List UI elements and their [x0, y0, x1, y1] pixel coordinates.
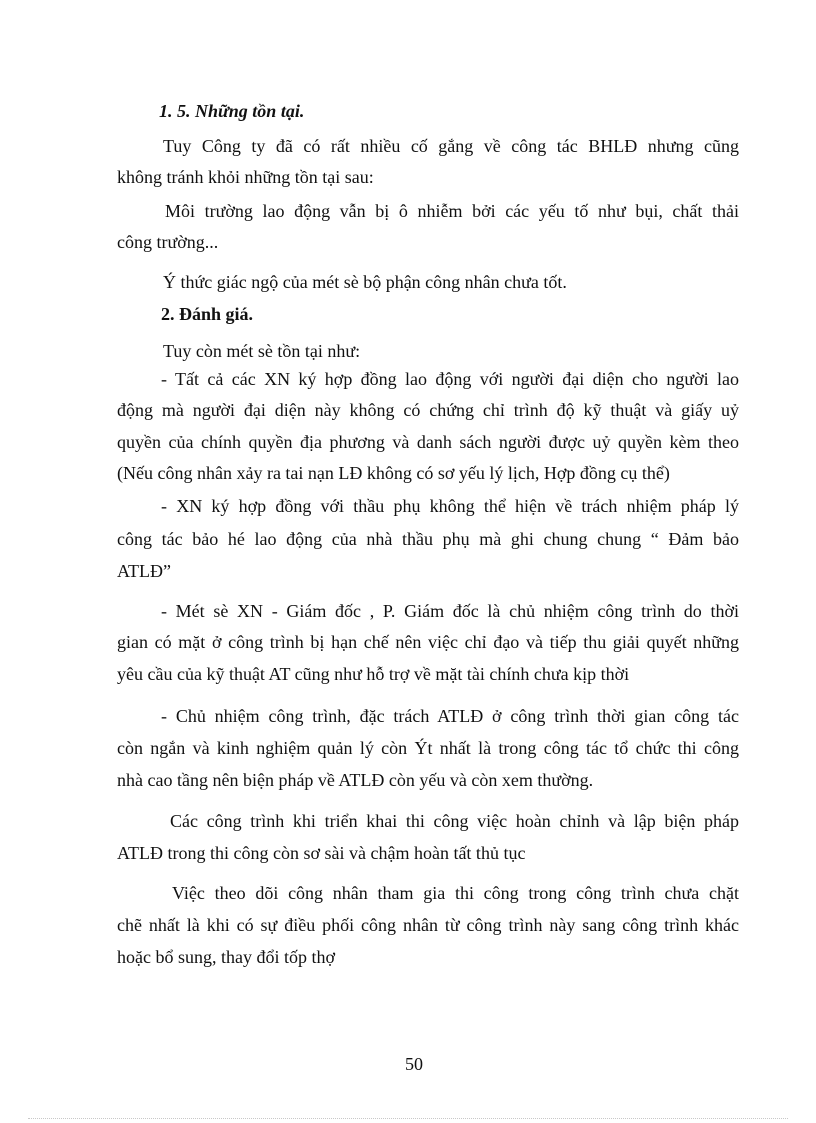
paragraph-line: gian có mặt ở công trình bị hạn chế nên việc chỉ đạo và tiếp thu giải quyết những [117, 632, 739, 652]
paragraph-line: - Tất cả các XN ký hợp đồng lao động với người đại diện cho người lao [161, 369, 739, 389]
paragraph-line: Tuy Công ty đã có rất nhiều cố gắng về công tác BHLĐ nhưng cũng [163, 136, 739, 156]
paragraph-line: (Nếu công nhân xảy ra tai nạn LĐ không có sơ yếu lý lịch, Hợp đồng cụ thể) [117, 463, 670, 483]
paragraph-line: Môi trường lao động vẫn bị ô nhiễm bởi các yếu tố như bụi, chất thải [165, 201, 739, 221]
paragraph-line: Tuy còn mét sè tồn tại như: [163, 341, 361, 361]
paragraph-line: - Mét sè XN - Giám đốc , P. Giám đốc là chủ nhiệm công trình do thời [161, 601, 739, 621]
section-heading-evaluation: 2. Đánh giá. [161, 304, 254, 324]
paragraph-line: hoặc bổ sung, thay đổi tốp thợ [117, 947, 335, 967]
paragraph-line: không tránh khỏi những tồn tại sau: [117, 167, 374, 187]
paragraph-line: quyền của chính quyền địa phương và danh sách người được uỷ quyền kèm theo [117, 432, 739, 452]
paragraph-line: chẽ nhất là khi có sự điều phối công nhân từ công trình này sang công trình khác [117, 915, 739, 935]
paragraph-line: nhà cao tầng nên biện pháp về ATLĐ còn yếu và còn xem thường. [117, 770, 594, 790]
paragraph-line: ATLĐ” [117, 561, 171, 581]
paragraph-line: công trường... [117, 232, 219, 252]
paragraph-line: công tác bảo hé lao động của nhà thầu phụ mà ghi chung chung “ Đảm bảo [117, 529, 739, 549]
page-number: 50 [405, 1054, 423, 1074]
page-bottom-divider [28, 1118, 788, 1119]
paragraph-line: ATLĐ trong thi công còn sơ sài và chậm hoàn tất thủ tục [117, 843, 526, 863]
paragraph-line: động mà người đại diện này không có chứng chỉ trình độ kỹ thuật và giấy uỷ [117, 400, 739, 420]
section-heading-existing-issues: 1. 5. Những tồn tại. [159, 101, 305, 121]
paragraph-line: Ý thức giác ngộ của mét sè bộ phận công nhân chưa tốt. [163, 272, 567, 292]
paragraph-line: - Chủ nhiệm công trình, đặc trách ATLĐ ở công trình thời gian công tác [161, 706, 739, 726]
paragraph-line: Các công trình khi triển khai thi công việc hoàn chỉnh và lập biện pháp [170, 811, 739, 831]
paragraph-line: còn ngắn và kinh nghiệm quản lý còn Ýt nhất là trong công tác tổ chức thi công [117, 738, 739, 758]
paragraph-line: - XN ký hợp đồng với thầu phụ không thể hiện về trách nhiệm pháp lý [161, 496, 739, 516]
paragraph-line: Việc theo dõi công nhân tham gia thi công trong công trình chưa chặt [172, 883, 739, 903]
paragraph-line: yêu cầu của kỹ thuật AT cũng như hỗ trợ về mặt tài chính chưa kịp thời [117, 664, 630, 684]
